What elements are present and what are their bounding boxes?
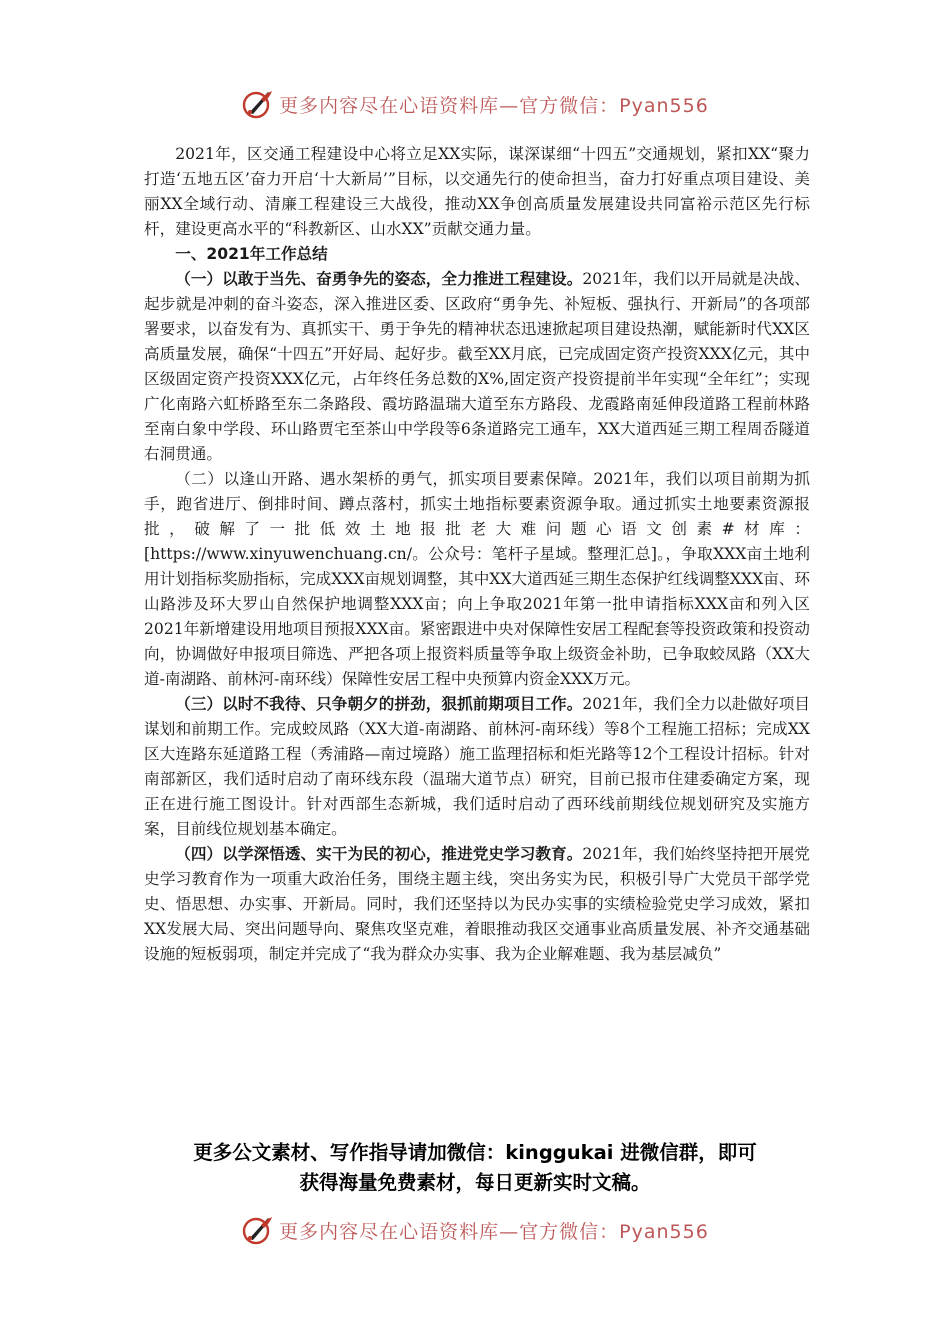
section-heading: 一、2021年工作总结	[175, 245, 328, 263]
banner-text: 更多内容尽在心语资料库—官方微信：Pyan556	[279, 94, 709, 117]
document-body-viewport	[144, 142, 810, 1120]
paragraph-4-text: 2021年，我们始终坚持把开展党史学习教育作为一项重大政治任务，围绕主题主线，突出务实为民，积极引导广大党员干部学党史、悟思想、办实事、开新局。同时，我们还坚持以为民办实事的实绩检验党史学习成效，紧扣XX发展大局、突出问题导向、聚焦攻坚克难，着眼推动我区交通事业高质量发展、补齐交通基础设施的短板弱项，制定并完成了“我为群众办实事、我为企业解难题、我为基层减负”	[144, 845, 810, 963]
paragraph-2: （二）以逢山开路、遇水架桥的勇气，抓实项目要素保障。2021年，我们以项目前期为抓手，跑省进厅、倒排时间、蹲点落村，抓实土地指标要素资源争取。通过抓实土地要素资源报批，破解了一批低效土地报批老大难问题心语文创素#材库：[https://www.xinyuwenchuang.cn/。公众号：笔杆子星域。整理汇总]。，争取XXX亩土地利用计划指标奖励指标，完成XXX亩规划调整，其中XX大道西延三期生态保护红线调整XXX亩、环山路涉及环大罗山自然保护地调整XXX亩；向上争取2021年第一批申请指标XXX亩和列入区2021年新增建设用地项目预报XXX亩。紧密跟进中央对保障性安居工程配套等投资政策和投资动向，协调做好申报项目筛选、严把各项上报资料质量等争取上级资金补助，已争取蛟凤路（XX大道-南湖路、前林河-南环线）保障性安居工程中央预算内资金XXX万元。	[144, 470, 810, 688]
paragraph-4	[144, 842, 810, 967]
paragraph-1	[144, 267, 810, 467]
paragraph-1-text: 2021年，我们以开局就是决战、起步就是冲刺的奋斗姿态，深入推进区委、区政府“勇争先、补短板、强执行、开新局”的各项部署要求，以奋发有为、真抓实干、勇于争先的精神状态迅速掀起项目建设热潮，赋能新时代XX区高质量发展，确保“十四五”开好局、起好步。截至XX月底，已完成固定资产投资XXX亿元，其中区级固定资产投资XXX亿元，占年终任务总数的X%,固定资产投资提前半年实现“全年红”；实现广化南路六虹桥路至东二条路段、霞坊路温瑞大道至东方路段、龙霞路南延伸段道路工程前林路至南白象中学段、环山路贾宅至茶山中学段等6条道路完工通车，XX大道西延三期工程周岙隧道右洞贯通。	[144, 270, 810, 463]
paragraph-3-text: 2021年，我们全力以赴做好项目谋划和前期工作。完成蛟凤路（XX大道-南湖路、前林河-南环线）等8个工程施工招标；完成XX区大连路东延道路工程（秀浦路—南过境路）施工监理招标和炬光路等12个工程设计招标。针对南部新区，我们适时启动了南环线东段（温瑞大道节点）研究，目前已报市住建委确定方案，现正在进行施工图设计。针对西部生态新城，我们适时启动了西环线前期线位规划研究及实施方案，目前线位规划基本确定。	[144, 695, 810, 838]
document-body	[144, 142, 810, 967]
pen-feather-logo-icon	[241, 1213, 275, 1247]
paragraph-4-heading: （四）以学深悟透、实干为民的初心，推进党史学习教育。	[175, 845, 583, 863]
promo-line-2: 获得海量免费素材，每日更新实时文稿。	[299, 1171, 651, 1194]
banner-wechat-id: Pyan556	[619, 94, 709, 117]
pen-feather-logo-icon	[241, 87, 275, 121]
paragraph-1-heading: （一）以敢于当先、奋勇争先的姿态，全力推进工程建设。	[175, 270, 583, 288]
intro-paragraph: 2021年，区交通工程建设中心将立足XX实际，谋深谋细“十四五”交通规划，紧扣XX“聚力打造‘五地五区’奋力开启‘十大新局’”目标，以交通先行的使命担当，奋力打好重点项目建设、美丽XX全域行动、清廉工程建设三大战役，推动XX争创高质量发展建设共同富裕示范区先行标杆，建设更高水平的“科教新区、山水XX”贡献交通力量。	[144, 145, 810, 238]
promo-line-1: 更多公文素材、写作指导请加微信：kinggukai 进微信群，即可	[193, 1141, 757, 1164]
paragraph-3-heading: （三）以时不我待、只争朝夕的拼劲，狠抓前期项目工作。	[175, 695, 583, 713]
footer-watermark-banner	[0, 1210, 950, 1250]
promo-notice	[120, 1138, 830, 1198]
paragraph-3	[144, 692, 810, 842]
banner-text: 更多内容尽在心语资料库—官方微信：Pyan556	[279, 1220, 709, 1243]
header-watermark-banner	[0, 84, 950, 124]
banner-wechat-id: Pyan556	[619, 1220, 709, 1243]
